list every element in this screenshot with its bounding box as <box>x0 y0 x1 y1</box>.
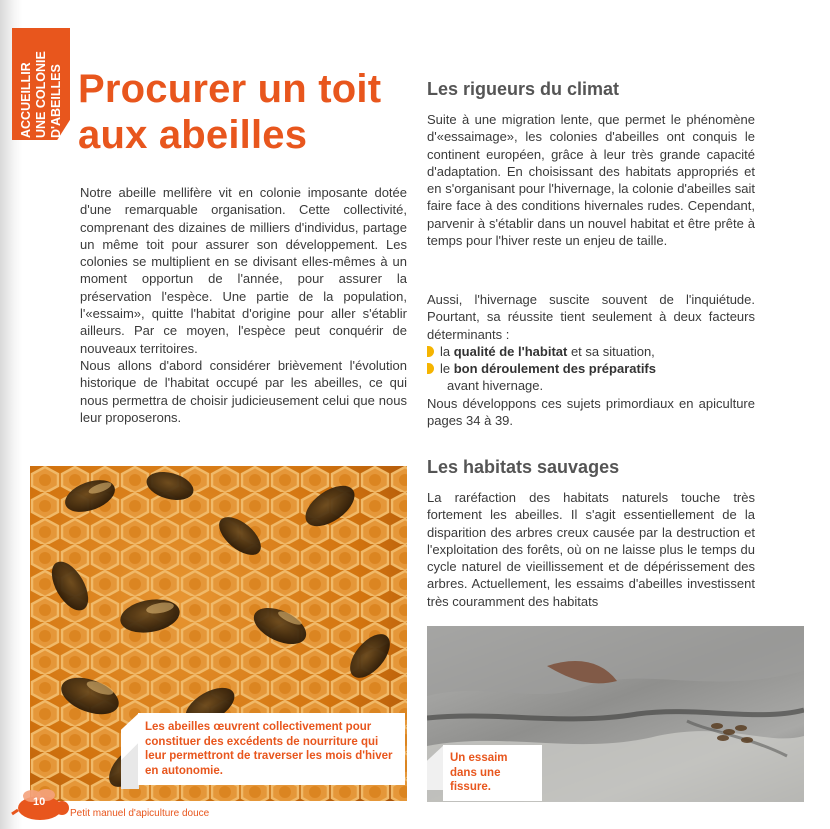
climat-paragraph-3: Nous développons ces sujets primordiaux en apiculture pages 34 à 39. <box>427 395 755 429</box>
climat-paragraph-2: Aussi, l'hivernage suscite souvent de l'inquiétude. Pourtant, sa réussite tient seulement à deux facteurs déterminants : <box>427 292 755 342</box>
page-title <box>78 66 418 158</box>
intro-text <box>80 184 407 426</box>
bullet-1-prefix: la <box>440 343 454 359</box>
chapter-tab-line-3: D'ABEILLES <box>48 64 63 138</box>
rock-photo-caption: Un essaim dans une fissure. <box>443 745 542 801</box>
chapter-tab-line-2: UNE COLONIE <box>33 51 48 138</box>
bees-photo-caption: Les abeilles œuvrent collectivement pour constituer des excédents de nourriture qui leur permettront de traverser les mois d'hiver en autonomie. <box>138 713 405 785</box>
page-number: 10 <box>33 796 46 808</box>
bullet-2-continuation: avant hivernage. <box>447 378 544 394</box>
intro-paragraph-1: Notre abeille mellifère vit en colonie imposante dotée d'une remarquable organisation. Cette collectivité, comprenant des dizaines de milliers d'individus, partage un même toit pour assurer son développement. Les colonies se multiplient en se divisant elles-mêmes à un moment opportun de l'année, pour assurer la préservation l'espèce. Une partie de la population, l'«essaim», quitte l'habitat d'origine pour aller s'établir ailleurs. Par ce moyen, l'espèce peut conquérir de nouveaux territoires. <box>80 185 407 356</box>
bullet-1-bold: qualité de l'habitat <box>453 343 568 359</box>
page-title-line-1: Procurer un toit <box>78 67 382 111</box>
section-heading-habitats: Les habitats sauvages <box>427 457 620 477</box>
bullet-2-prefix: le <box>440 361 454 377</box>
climat-block <box>427 291 755 429</box>
bullet-1-suffix: et sa situation, <box>567 343 655 359</box>
bullet-marker-icon <box>427 363 434 374</box>
section-heading-climat: Les rigueurs du climat <box>427 79 620 99</box>
bullet-item-2 <box>427 360 755 377</box>
chapter-tab-line-1: ACCUEILLIR <box>18 62 33 138</box>
bullet-marker-icon <box>427 346 434 357</box>
habitats-paragraph-1: La raréfaction des habitats naturels touche très fortement les abeilles. Il s'agit essentiellement de la disparition des arbres creux causée par la destruction et l'exploitation des forêts, où on ne laisse plus le temps du cycle naturel de vieillissement et de dépérissement des arbres. Actuellement, les essaims d'abeilles investissent très couramment des habitats <box>427 490 755 609</box>
page-title-line-2: aux abeilles <box>78 113 308 157</box>
book-title: Petit manuel d'apiculture douce <box>70 808 210 819</box>
bullet-2-bold: bon déroulement des préparatifs <box>453 361 656 377</box>
bullet-item-1 <box>427 343 755 360</box>
climat-paragraph-1: Suite à une migration lente, que permet le phénomène d'«essaimage», les colonies d'abeilles ont conquis le continent européen, grâce à leur très grande capacité d'adaptation. En choisissant des habitats appropriés et en s'organisant pour l'hivernage, la colonie d'abeilles sait faire face à des conditions hivernales rudes. Cependant, parvenir à s'établir dans un nouvel habitat et être prête à temps pour l'hiver reste un enjeu de taille. <box>427 112 755 249</box>
chapter-tab-label <box>15 26 67 138</box>
intro-paragraph-2: Nous allons d'abord considérer brièvement l'évolution historique de l'habitat occupé par les abeilles, ce qui nous permettra de choisir judicieusement celui que nous leur proposerons. <box>80 357 407 425</box>
